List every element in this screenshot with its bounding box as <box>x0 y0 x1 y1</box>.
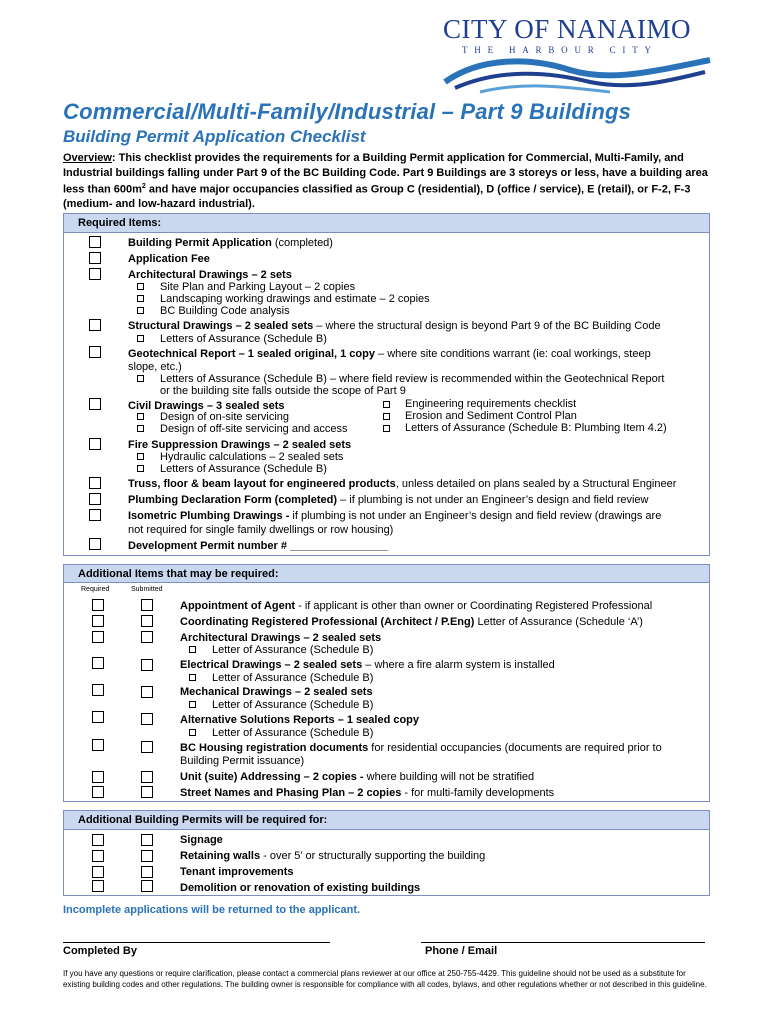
sub-item-erosion-plan: Erosion and Sediment Control Plan <box>405 410 577 422</box>
sub-item-mechanical-loa: Letter of Assurance (Schedule B) <box>212 699 374 711</box>
checkbox-required-electrical[interactable] <box>92 657 104 669</box>
checkbox-required-mechanical[interactable] <box>92 684 104 696</box>
checkbox-submitted-demolition[interactable] <box>141 880 153 892</box>
sub-checkbox-hydraulic-calculations[interactable] <box>137 453 144 460</box>
checkbox-building-permit-application[interactable] <box>89 236 101 248</box>
item-civil-drawings: Civil Drawings – 3 sealed sets <box>128 400 285 412</box>
completed-by-line <box>63 942 330 943</box>
sub-checkbox-site-plan[interactable] <box>137 283 144 290</box>
checkbox-required-demolition[interactable] <box>92 880 104 892</box>
sub-item-arch-loa: Letter of Assurance (Schedule B) <box>212 644 374 656</box>
col-required-label: Required <box>81 586 110 593</box>
item-bc-housing: BC Housing registration documents for residential occupancies (documents are required prior to <box>180 742 662 754</box>
sub-item-landscaping: Landscaping working drawings and estimate – 2 copies <box>160 293 430 305</box>
checkbox-plumbing-declaration[interactable] <box>89 493 101 505</box>
item-structural-drawings: Structural Drawings – 2 sealed sets – where the structural design is beyond Part 9 of the BC Building Code <box>128 320 661 332</box>
checkbox-development-permit[interactable] <box>89 538 101 550</box>
wave-logo-icon <box>440 52 720 94</box>
checkbox-civil-drawings[interactable] <box>89 398 101 410</box>
phone-email-line <box>421 942 705 943</box>
checkbox-required-unit-addressing[interactable] <box>92 771 104 783</box>
item-appointment-of-agent: Appointment of Agent - if applicant is other than owner or Coordinating Registered Professional <box>180 600 653 612</box>
footer-note: If you have any questions or require clarification, please contact a commercial plans reviewer at our office at 250-755-4429. This guideline should not be used as a substitute for existing building codes and other regulations. The building owner is responsible for compliance with all codes, bylaws, and other regulations whether or not described in this guideline. <box>63 969 707 989</box>
sub-checkbox-onsite-servicing[interactable] <box>137 413 144 420</box>
checkbox-application-fee[interactable] <box>89 252 101 264</box>
sub-checkbox-mechanical-loa[interactable] <box>189 701 196 708</box>
sub-checkbox-erosion-plan[interactable] <box>383 413 390 420</box>
page-title: Commercial/Multi-Family/Industrial – Part 9 Buildings <box>63 99 632 124</box>
checkbox-submitted-mechanical[interactable] <box>141 686 153 698</box>
checkbox-submitted-arch[interactable] <box>141 631 153 643</box>
checkbox-required-crp[interactable] <box>92 615 104 627</box>
checkbox-submitted-agent[interactable] <box>141 599 153 611</box>
sub-item-alternative-loa: Letter of Assurance (Schedule B) <box>212 727 374 739</box>
item-mechanical-drawings: Mechanical Drawings – 2 sealed sets <box>180 686 373 698</box>
sub-item-electrical-loa: Letter of Assurance (Schedule B) <box>212 672 374 684</box>
checkbox-required-arch[interactable] <box>92 631 104 643</box>
sub-checkbox-structural-loa[interactable] <box>137 335 144 342</box>
completed-by-label: Completed By <box>63 945 137 957</box>
sub-checkbox-landscaping[interactable] <box>137 295 144 302</box>
item-isometric-plumbing-cont: not required for single family dwellings or row housing) <box>128 524 394 536</box>
checkbox-submitted-street-names[interactable] <box>141 786 153 798</box>
item-unit-addressing: Unit (suite) Addressing – 2 copies - where building will not be stratified <box>180 771 535 783</box>
checkbox-isometric-plumbing[interactable] <box>89 509 101 521</box>
checkbox-submitted-alternative[interactable] <box>141 713 153 725</box>
item-geotechnical-report: Geotechnical Report – 1 sealed original, 1 copy – where site conditions warrant (ie: coal workings, steep <box>128 348 651 360</box>
sub-item-structural-loa: Letters of Assurance (Schedule B) <box>160 333 327 345</box>
sub-item-plumbing-loa: Letters of Assurance (Schedule B: Plumbing Item 4.2) <box>405 422 667 434</box>
checkbox-truss-layout[interactable] <box>89 477 101 489</box>
item-electrical-drawings: Electrical Drawings – 2 sealed sets – where a fire alarm system is installed <box>180 659 555 671</box>
sub-item-onsite-servicing: Design of on-site servicing <box>160 411 290 423</box>
logo-title: CITY OF NANAIMO <box>443 14 691 44</box>
sub-checkbox-plumbing-loa[interactable] <box>383 425 390 432</box>
item-retaining-walls: Retaining walls - over 5’ or structurally supporting the building <box>180 850 486 862</box>
item-fire-suppression: Fire Suppression Drawings – 2 sealed sets <box>128 439 352 451</box>
item-truss-layout: Truss, floor & beam layout for engineered products, unless detailed on plans sealed by a Structural Engineer <box>128 478 677 490</box>
item-geotechnical-report-cont: slope, etc.) <box>128 361 182 373</box>
col-submitted-label: Submitted <box>131 586 163 593</box>
item-street-names: Street Names and Phasing Plan – 2 copies - for multi-family developments <box>180 787 555 799</box>
required-items-header: Required Items: <box>64 214 709 233</box>
checkbox-submitted-electrical[interactable] <box>141 659 153 671</box>
checkbox-geotechnical-report[interactable] <box>89 346 101 358</box>
item-application-fee: Application Fee <box>128 253 210 265</box>
item-tenant-improvements: Tenant improvements <box>180 866 294 878</box>
item-demolition: Demolition or renovation of existing buildings <box>180 882 421 894</box>
phone-email-label: Phone / Email <box>425 945 498 957</box>
sub-item-code-analysis: BC Building Code analysis <box>160 305 290 317</box>
checkbox-submitted-tenant[interactable] <box>141 866 153 878</box>
checkbox-required-agent[interactable] <box>92 599 104 611</box>
checkbox-required-retaining-walls[interactable] <box>92 850 104 862</box>
overview-label: Overview <box>63 152 112 164</box>
item-building-permit-application: Building Permit Application (completed) <box>128 237 333 249</box>
item-architectural-drawings: Architectural Drawings – 2 sets <box>128 269 292 281</box>
item-bc-housing-cont: Building Permit issuance) <box>180 755 305 767</box>
page-subtitle: Building Permit Application Checklist <box>63 127 366 146</box>
checkbox-submitted-unit-addressing[interactable] <box>141 771 153 783</box>
checkbox-fire-suppression[interactable] <box>89 438 101 450</box>
sub-checkbox-arch-loa[interactable] <box>189 646 196 653</box>
overview-paragraph: Overview: This checklist provides the requirements for a Building Permit application for Commercial, Multi-Family, and Industrial buildings falling under Part 9 of the BC Building Code. Part 9 Buildings are 3 storeys or less, have a building area less than $600m^2$ and have major occupancies classified as Group C (residential), D (office / service), E (retail), or F-2, F-3 (medium- and low-hazard industrial). <box>63 152 708 211</box>
checkbox-required-alternative[interactable] <box>92 711 104 723</box>
checkbox-structural-drawings[interactable] <box>89 319 101 331</box>
sub-checkbox-code-analysis[interactable] <box>137 307 144 314</box>
checkbox-required-tenant[interactable] <box>92 866 104 878</box>
sub-checkbox-fire-loa[interactable] <box>137 465 144 472</box>
checkbox-required-bc-housing[interactable] <box>92 739 104 751</box>
additional-items-header: Additional Items that may be required: <box>64 565 709 583</box>
logo-subtitle: THE HARBOUR CITY <box>462 45 658 55</box>
item-development-permit: Development Permit number # ________________ <box>128 540 388 552</box>
item-additional-architectural: Architectural Drawings – 2 sealed sets <box>180 632 382 644</box>
sub-checkbox-offsite-servicing[interactable] <box>137 425 144 432</box>
sub-checkbox-alternative-loa[interactable] <box>189 729 196 736</box>
checkbox-required-signage[interactable] <box>92 834 104 846</box>
sub-checkbox-geotechnical-loa[interactable] <box>137 375 144 382</box>
checkbox-submitted-bc-housing[interactable] <box>141 741 153 753</box>
sub-checkbox-engineering-checklist[interactable] <box>383 401 390 408</box>
sub-item-site-plan: Site Plan and Parking Layout – 2 copies <box>160 281 356 293</box>
checkbox-submitted-retaining-walls[interactable] <box>141 850 153 862</box>
item-alternative-solutions: Alternative Solutions Reports – 1 sealed copy <box>180 714 420 726</box>
sub-item-geotechnical-loa: Letters of Assurance (Schedule B) – where field review is recommended within the Geotechnical Report <box>160 373 665 385</box>
item-isometric-plumbing: Isometric Plumbing Drawings - if plumbing is not under an Engineer’s design and field review (drawings are <box>128 510 662 522</box>
checkbox-architectural-drawings[interactable] <box>89 268 101 280</box>
item-signage: Signage <box>180 834 223 846</box>
item-plumbing-declaration: Plumbing Declaration Form (completed) – if plumbing is not under an Engineer’s design and field review <box>128 494 649 506</box>
sub-item-hydraulic-calculations: Hydraulic calculations – 2 sealed sets <box>160 451 344 463</box>
checkbox-submitted-crp[interactable] <box>141 615 153 627</box>
additional-permits-header: Additional Building Permits will be required for: <box>64 811 709 830</box>
item-coordinating-professional: Coordinating Registered Professional (Architect / P.Eng) Letter of Assurance (Schedule ‘A’) <box>180 616 643 628</box>
checkbox-submitted-signage[interactable] <box>141 834 153 846</box>
sub-item-fire-loa: Letters of Assurance (Schedule B) <box>160 463 327 475</box>
incomplete-notice: Incomplete applications will be returned to the applicant. <box>63 904 361 916</box>
sub-item-offsite-servicing: Design of off-site servicing and access <box>160 423 348 435</box>
checkbox-required-street-names[interactable] <box>92 786 104 798</box>
sub-item-engineering-checklist: Engineering requirements checklist <box>405 398 577 410</box>
sub-item-geotechnical-loa-cont: or the building site falls outside the scope of Part 9 <box>160 385 406 397</box>
sub-checkbox-electrical-loa[interactable] <box>189 674 196 681</box>
